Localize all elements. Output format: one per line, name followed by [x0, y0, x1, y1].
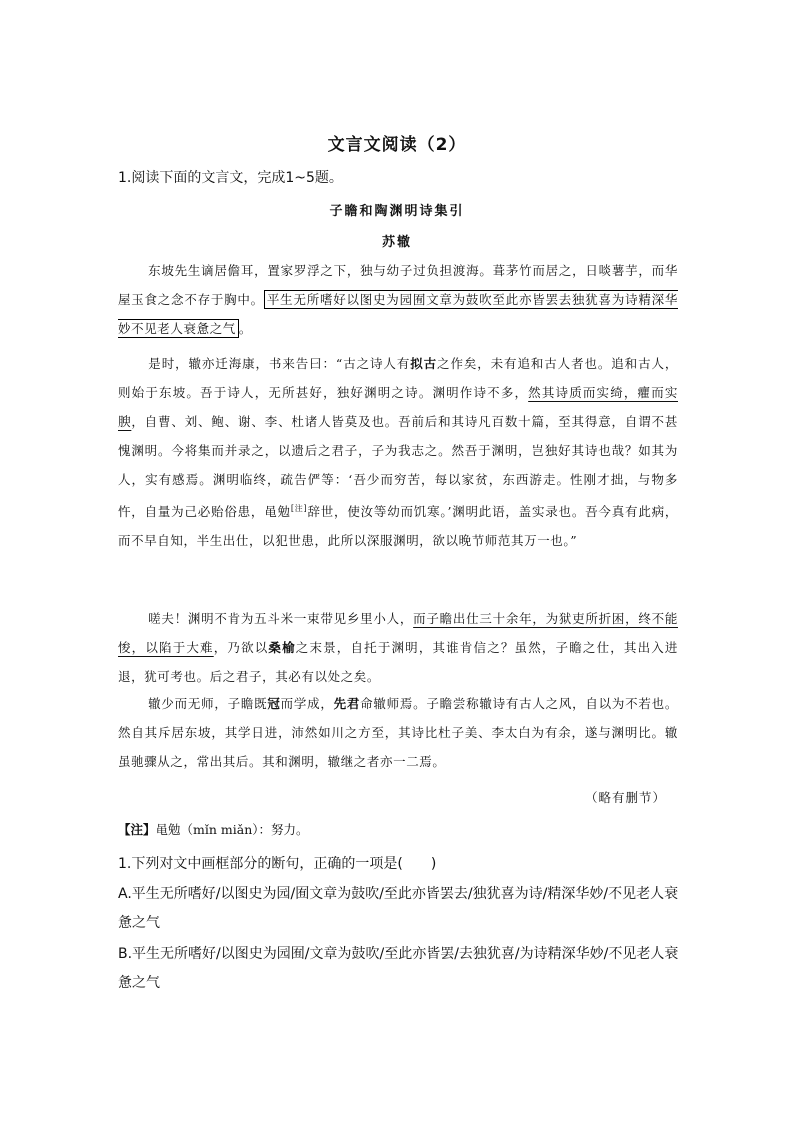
- question-intro: 1.阅读下面的文言文，完成1~5题。: [118, 170, 343, 186]
- paragraph-4: [118, 689, 678, 776]
- footnote: [118, 820, 309, 838]
- option-b: B.平生无所嗜好/以图史为园囿/文章为鼓吹/至此亦皆罢/去独犹喜/为诗精深华妙/不见老人衰惫之气: [118, 946, 679, 991]
- source-note: （略有删节）: [584, 790, 666, 805]
- paragraph-1-text: 东坡先生谪居儋耳，置家罗浮之下，独与幼子过负担渡海。葺茅竹而居之，日啖薯芋，而华屋玉食之念不存于胸中。: [118, 263, 678, 307]
- bold-term-sangyu: 桑榆: [268, 640, 296, 655]
- bold-term-xianjun: 先君: [333, 696, 361, 711]
- paragraph-4-text-a: 辙少而无师，子瞻既: [148, 696, 268, 711]
- bold-term-guan: 冠: [267, 696, 281, 711]
- note-reference: [注]: [290, 504, 308, 513]
- paragraph-2-text-c: 之作矣，未有追和古人者也。追和古人，则始于东坡。吾于诗人，无所甚好，独好渊明之诗。渊明作诗不多，: [118, 356, 678, 400]
- paragraph-3: [118, 604, 678, 691]
- article-author: 苏辙: [381, 235, 412, 250]
- paragraph-4-text-e: 命辙师焉。子瞻尝称辙诗有古人之风，自以为不若也。然自其斥居东坡，其学日进，沛然如川之方至，其诗比杜子美、李太白为有余，遂与渊明比。辙虽驰骤从之，常出其后。其和渊明，辙继之者亦一二焉。: [118, 696, 678, 769]
- question-1: 1.下列对文中画框部分的断句，正确的一项是( ): [118, 856, 437, 872]
- paragraph-3-text-a: 嗟夫！渊明不肯为五斗米一束带见乡里小人，: [148, 611, 414, 626]
- page-title: 文言文阅读（2）: [327, 135, 467, 155]
- paragraph-1-end: 。: [238, 321, 253, 336]
- underlined-passage-1: 然其诗质而实绮，癯而实腴: [118, 385, 678, 429]
- paragraph-4-text-c: 而学成，: [280, 696, 334, 711]
- footnote-text: 黾勉（mǐn miǎn）：努力。: [155, 822, 309, 837]
- paragraph-3-text-e: 之末景，自托于渊明，其谁肯信之？虽然，子瞻之仕，其出入进退，犹可考也。后之君子，其必有以处之矣。: [118, 640, 679, 684]
- paragraph-2-text-e: ，自曹、刘、鲍、谢、李、杜诸人皆莫及也。吾前后和其诗凡百数十篇，至其得意，自谓不甚愧渊明。今将集而并录之，以遗后之君子，子为我志之。然吾于渊明，岂独好其诗也哉？如其为人，实有感焉。渊明临终，疏告俨等：‘吾少而穷苦，每以家贫，东西游走。性刚才拙，与物多忤，自量为己必贻俗患，黾勉: [118, 414, 678, 520]
- boxed-passage: 平生无所嗜好以图史为园囿文章为鼓吹至此亦皆罢去独犹喜为诗精深华妙不见老人衰惫之气: [118, 292, 678, 336]
- paragraph-1: [118, 256, 678, 343]
- footnote-label: 【注】: [118, 822, 156, 837]
- bold-term-nigu: 拟古: [410, 356, 438, 371]
- underlined-passage-2: 而子瞻出仕三十余年，为狱吏所折困，终不能悛，以陷于大难: [118, 611, 678, 655]
- paragraph-2-text-a: 是时，辙亦迁海康，书来告曰：“古之诗人有: [148, 356, 411, 371]
- article-title: 子瞻和陶渊明诗集引: [329, 204, 465, 219]
- paragraph-3-text-c: ，乃欲以: [213, 640, 269, 655]
- paragraph-2-text-g: 辞世，使汝等幼而饥寒。’渊明此语，盖实录也。吾今真有此病，而不早自知，半生出仕，以犯世患，此所以深服渊明，欲以晚节师范其万一也。”: [118, 504, 679, 549]
- paragraph-2: [118, 349, 678, 555]
- option-a: A.平生无所嗜好/以图史为园/囿文章为鼓吹/至此亦皆罢去/独犹喜为诗/精深华妙/不见老人衰惫之气: [118, 886, 679, 931]
